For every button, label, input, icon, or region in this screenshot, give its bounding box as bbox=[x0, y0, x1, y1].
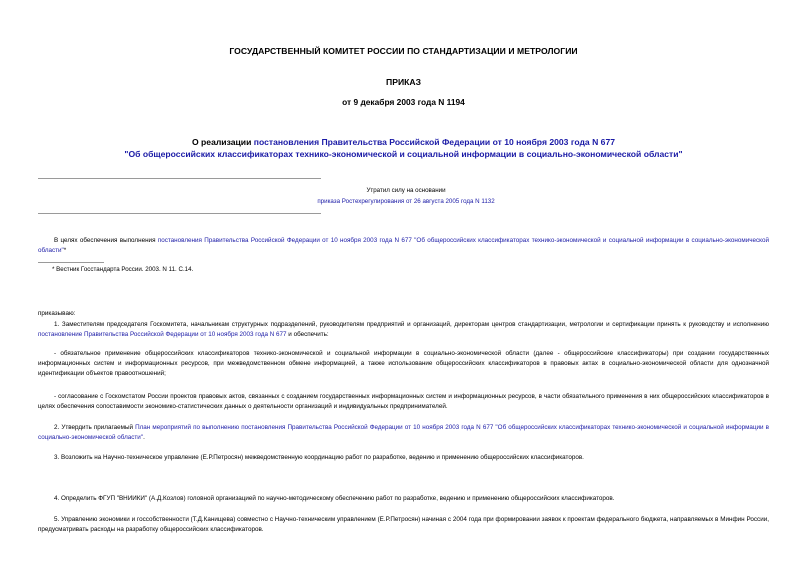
order-bullet-2-text: - согласование с Госкомстатом России проектов правовых актов, связанных с созданием государственных информационных систем и информационных ресурсов, в части обязательного применения в них общероссийских классификаторов в целях обеспечения сопоставимости экономико-статистических данных о деятельности организаций и индивидуальных предпринимателей. bbox=[38, 393, 769, 410]
footnote-divider bbox=[38, 262, 104, 263]
title-resolution-link[interactable]: постановления Правительства Российской Федерации от 10 ноября 2003 года N 677 bbox=[253, 137, 616, 147]
order-item-3-text: 3. Возложить на Научно-техническое управление (Е.Р.Петросян) межведомственную координацию работ по разработке, ведению и применению общероссийских классификаторов. bbox=[54, 454, 584, 461]
order-item-1-text: 1. Заместителям председателя Госкомитета, начальникам структурных подразделений, руководителям предприятий и организаций, директорам центров стандартизации, метрологии и сертификации принять к руководству и исполнению bbox=[54, 321, 769, 328]
organization-heading: ГОСУДАРСТВЕННЫЙ КОМИТЕТ РОССИИ ПО СТАНДАРТИЗАЦИИ И МЕТРОЛОГИИ bbox=[229, 46, 578, 56]
order-item-4 bbox=[38, 494, 769, 504]
document-title-line2 bbox=[0, 149, 807, 159]
order-item-2-text: 2. Утвердить прилагаемый bbox=[54, 424, 136, 431]
order-bullet-2 bbox=[38, 392, 769, 412]
footnote-text: * Вестник Госстандарта России. 2003. N 11. С.14. bbox=[52, 266, 194, 273]
order-bullet-1 bbox=[38, 349, 769, 378]
title-prefix: О реализации bbox=[191, 137, 254, 147]
preamble-text: В целях обеспечения выполнения bbox=[54, 237, 158, 244]
order-item-4-text: 4. Определить ФГУП "ВНИИКИ" (А.Д.Козлов) головной организацией по научно-методическому обеспечению работ по разработке, ведению и применению общероссийских классификаторов. bbox=[54, 495, 615, 502]
order-bullet-1-text: - обязательное применение общероссийских классификаторов технико-экономической и социальной информации в социально-экономической области (далее - общероссийские классификаторы) при создании государственных информационных систем и информационных ресурсов, при межведомственном обмене информацией, а также использование общероссийских классификаторов в правовых актах в социально-экономической области для однозначной идентификации объектов правоотношений; bbox=[38, 350, 769, 377]
preamble-resolution-link[interactable]: постановления Правительства Российской Федерации от 10 ноября 2003 года N 677 "Об общероссийских классификаторах технико-экономической и социальной информации в социально-экономической области" bbox=[38, 237, 769, 254]
status-note-text: Утратил силу на основании bbox=[366, 187, 446, 194]
status-note-link[interactable]: приказа Ростехрегулирования от 26 августа 2005 года N 1132 bbox=[317, 198, 495, 205]
order-item-1 bbox=[38, 320, 769, 340]
document-type: ПРИКАЗ bbox=[386, 77, 421, 87]
order-item-3 bbox=[38, 453, 769, 463]
title-resolution-name-link[interactable]: "Об общероссийских классификаторах технико-экономической и социальной информации в социально-экономической области" bbox=[124, 149, 683, 159]
divider-bottom bbox=[38, 213, 321, 214]
order-item-5-text: 5. Управлению экономики и госсобственности (Т.Д.Канищева) совместно с Научно-техническим управлением (Е.Р.Петросян) начиная с 2004 года при формировании заявок к проектам федерального бюджета, направляемых в Минфин России, предусматривать расходы на разработку общероссийских классификаторов. bbox=[38, 516, 769, 533]
divider-top bbox=[38, 178, 321, 179]
preamble-footnote-mark: * bbox=[63, 246, 67, 254]
order-item-1-link[interactable]: постановление Правительства Российской Федерации от 10 ноября 2003 года N 677 bbox=[38, 330, 287, 338]
order-item-2 bbox=[38, 423, 769, 443]
document-title-line1 bbox=[0, 137, 807, 147]
preamble-paragraph bbox=[38, 236, 769, 256]
order-item-5 bbox=[38, 515, 769, 535]
status-note-line bbox=[236, 198, 576, 205]
order-item-1-after: и обеспечить: bbox=[286, 330, 329, 338]
orders-label: приказываю: bbox=[38, 310, 76, 317]
document-date-number: от 9 декабря 2003 года N 1194 bbox=[342, 97, 465, 107]
order-item-2-after: . bbox=[143, 433, 145, 441]
order-item-2-plan-link[interactable]: План мероприятий по выполнению постановления Правительства Российской Федерации от 10 ноября 2003 года N 677 "Об общероссийских классификаторах технико-экономической и социальной информации в социально-экономической области" bbox=[38, 424, 770, 441]
